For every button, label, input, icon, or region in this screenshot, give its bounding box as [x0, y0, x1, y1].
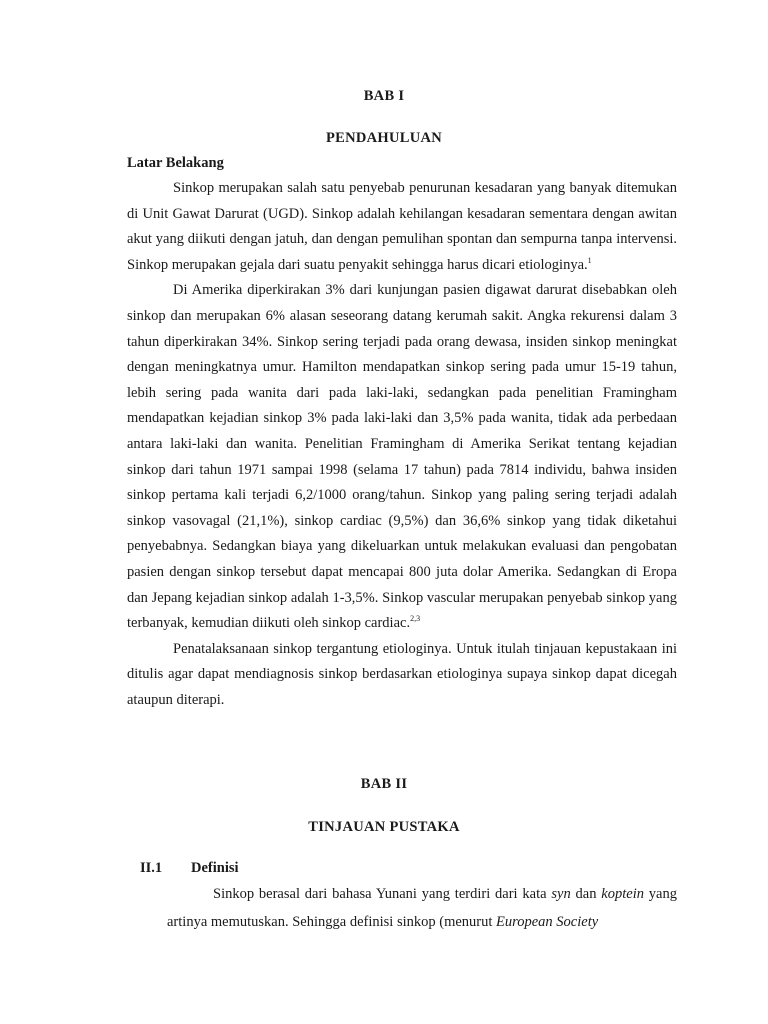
- chapter-1-title: PENDAHULUAN: [325, 130, 443, 146]
- background-paragraph-1: [127, 176, 677, 278]
- background-paragraph-2: [127, 278, 677, 636]
- definition-body: [167, 880, 677, 936]
- definition-paragraph: [167, 880, 677, 936]
- paragraph-text: Penatalaksanaan sinkop tergantung etiologinya. Untuk itulah tinjauan kepustakaan ini ditulis agar dapat mendiagnosis sinkop berdasarkan etiologinya supaya sinkop dapat dicegah ataupun diterapi.: [127, 640, 677, 708]
- paragraph-text: yang artinya memutuskan. Sehingga definisi sinkop (menurut: [167, 886, 677, 930]
- paragraph-text: Sinkop merupakan salah satu penyebab penurunan kesadaran yang banyak ditemukan di Unit Gawat Darurat (UGD). Sinkop adalah kehilangan kesadaran sementara dengan awitan akut yang diikuti dengan jatuh, dan dengan pemulihan spontan dan sempurna tanpa intervensi. Sinkop merupakan gejala dari suatu penyakit sehingga harus dicari etiologinya.: [127, 180, 677, 273]
- background-body: [127, 176, 677, 713]
- term-syn: syn: [551, 886, 571, 902]
- background-heading: Latar Belakang: [127, 155, 224, 171]
- background-paragraph-3: [127, 637, 677, 714]
- paragraph-text: Di Amerika diperkirakan 3% dari kunjungan pasien digawat darurat disebabkan oleh sinkop dan merupakan 6% alasan seseorang datang kerumah sakit. Angka rekurensi dalam 3 tahun diperkirakan 34%. Sinkop sering terjadi pada orang dewasa, insiden sinkop meningkat dengan meningkatnya umur. Hamilton mendapatkan sinkop sering pada umur 15-19 tahun, lebih sering pada wanita dari pada laki-laki, sedangkan pada penelitian Framingham mendapatkan kejadian sinkop 3% pada laki-laki dan 3,5% pada wanita, tidak ada perbedaan antara laki-laki dan wanita. Penelitian Framingham di Amerika Serikat tentang kejadian sinkop dari tahun 1971 sampai 1998 (selama 17 tahun) pada 7814 individu, bahwa insiden sinkop pertama kali terjadi 6,2/1000 orang/tahun. Sinkop yang paling sering terjadi adalah sinkop vasovagal (21,1%), sinkop cardiac (9,5%) dan 36,6% sinkop yang tidak diketahui penyebabnya. Sedangkan biaya yang dikeluarkan untuk melakukan evaluasi dan pengobatan pasien dengan sinkop tersebut dapat mencapai 800 juta dolar Amerika. Sedangkan di Eropa dan Jepang kejadian sinkop adalah 1-3,5%. Sinkop vascular merupakan penyebab sinkop yang terbanyak, kemudian diikuti oleh sinkop cardiac.: [127, 282, 677, 632]
- section-number: II.1: [140, 860, 163, 876]
- chapter-2-title: TINJAUAN PUSTAKA: [308, 819, 460, 835]
- term-koptein: koptein: [601, 886, 644, 902]
- chapter-2-label: BAB II: [360, 776, 408, 792]
- citation-ref: 1: [587, 255, 592, 265]
- paragraph-text: dan: [570, 886, 602, 902]
- paragraph-text: Sinkop berasal dari bahasa Yunani yang terdiri dari kata: [213, 886, 552, 902]
- term-european-society: European Society: [496, 914, 599, 930]
- citation-ref: 2,3: [410, 614, 421, 624]
- section-title: Definisi: [191, 860, 239, 876]
- chapter-1-label: BAB I: [363, 88, 405, 104]
